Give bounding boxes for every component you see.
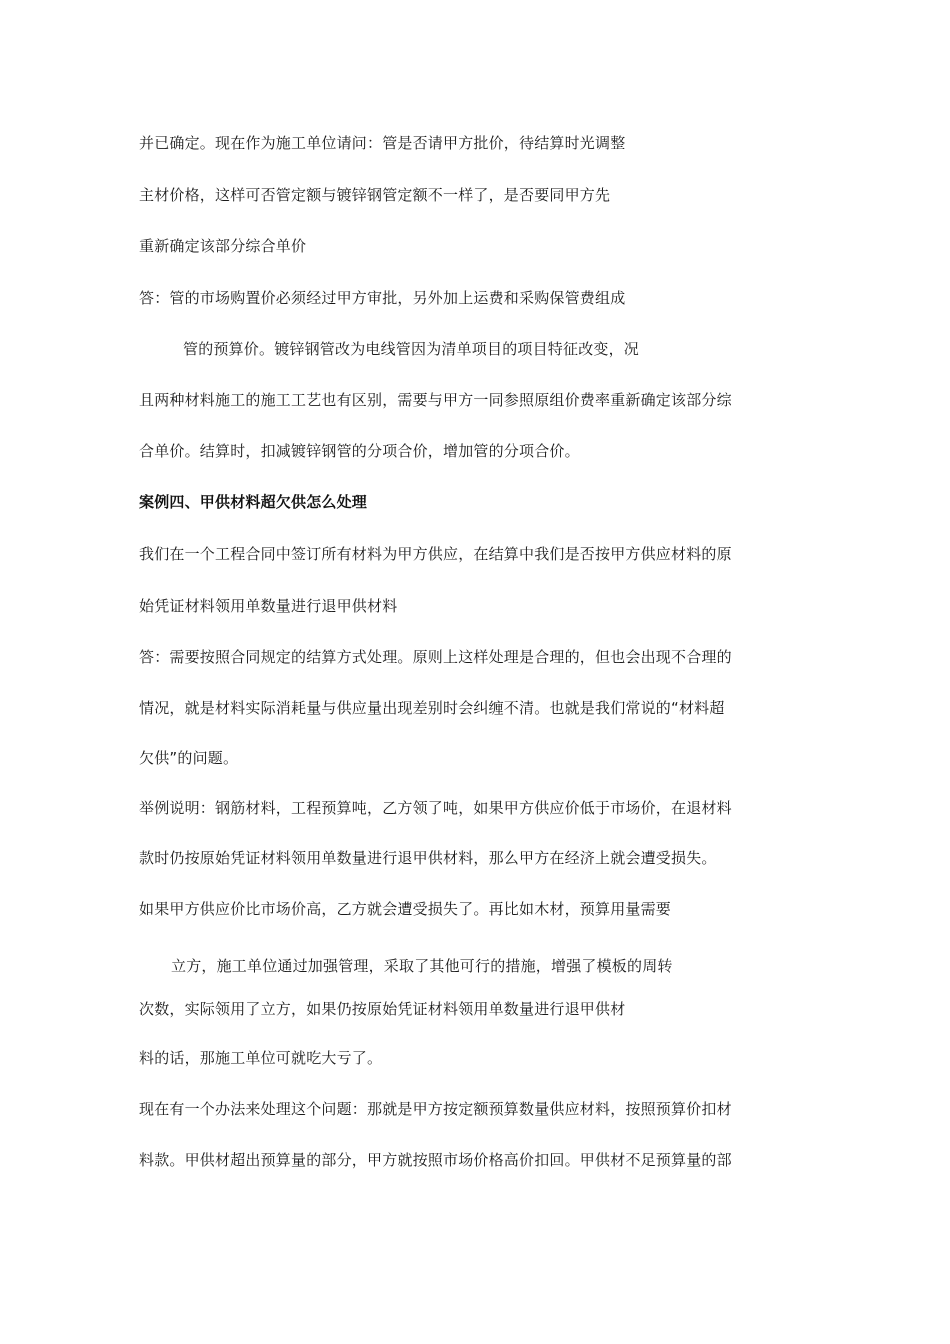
text-line-20: 现在有一个办法来处理这个问题：那就是甲方按定额预算数量供应材料，按照预算价扣材 xyxy=(139,1100,732,1118)
text-line-17: 立方，施工单位通过加强管理，采取了其他可行的措施，增强了模板的周转 xyxy=(171,957,673,975)
text-line-3: 重新确定该部分综合单价 xyxy=(139,237,307,255)
text-line-10: 始凭证材料领用单数量进行退甲供材料 xyxy=(139,597,398,615)
text-line-2: 主材价格，这样可否管定额与镀锌钢管定额不一样了，是否要同甲方先 xyxy=(139,186,611,204)
text-line-19: 料的话，那施工单位可就吃大亏了。 xyxy=(139,1049,383,1067)
section-heading: 案例四、甲供材料超欠供怎么处理 xyxy=(139,493,368,511)
text-line-21: 料款。甲供材超出预算量的部分，甲方就按照市场价格高价扣回。甲供材不足预算量的部 xyxy=(139,1151,732,1169)
text-line-7: 合单价。结算时，扣减镀锌钢管的分项合价，增加管的分项合价。 xyxy=(139,442,580,460)
text-line-1: 并已确定。现在作为施工单位请问：管是否请甲方批价，待结算时光调整 xyxy=(139,134,626,152)
text-line-4: 答：管的市场购置价必须经过甲方审批，另外加上运费和采购保管费组成 xyxy=(139,289,626,307)
text-line-18: 次数，实际领用了立方，如果仍按原始凭证材料领用单数量进行退甲供材 xyxy=(139,1000,626,1018)
text-line-14: 举例说明：钢筋材料，工程预算吨，乙方领了吨，如果甲方供应价低于市场价，在退材料 xyxy=(139,799,732,817)
text-line-6: 且两种材料施工的施工工艺也有区别，需要与甲方一同参照原组价费率重新确定该部分综 xyxy=(139,391,732,409)
text-line-11: 答：需要按照合同规定的结算方式处理。原则上这样处理是合理的，但也会出现不合理的 xyxy=(139,648,732,666)
text-line-5: 管的预算价。镀锌钢管改为电线管因为清单项目的项目特征改变，况 xyxy=(183,340,640,358)
text-line-9: 我们在一个工程合同中签订所有材料为甲方供应，在结算中我们是否按甲方供应材料的原 xyxy=(139,545,732,563)
text-line-13: 欠供”的问题。 xyxy=(139,749,239,767)
text-line-16: 如果甲方供应价比市场价高，乙方就会遭受损失了。再比如木材，预算用量需要 xyxy=(139,900,672,918)
text-line-15: 款时仍按原始凭证材料领用单数量进行退甲供材料，那么甲方在经济上就会遭受损失。 xyxy=(139,849,717,867)
text-line-12: 情况，就是材料实际消耗量与供应量出现差别时会纠缠不清。也就是我们常说的“材料超 xyxy=(139,699,725,717)
